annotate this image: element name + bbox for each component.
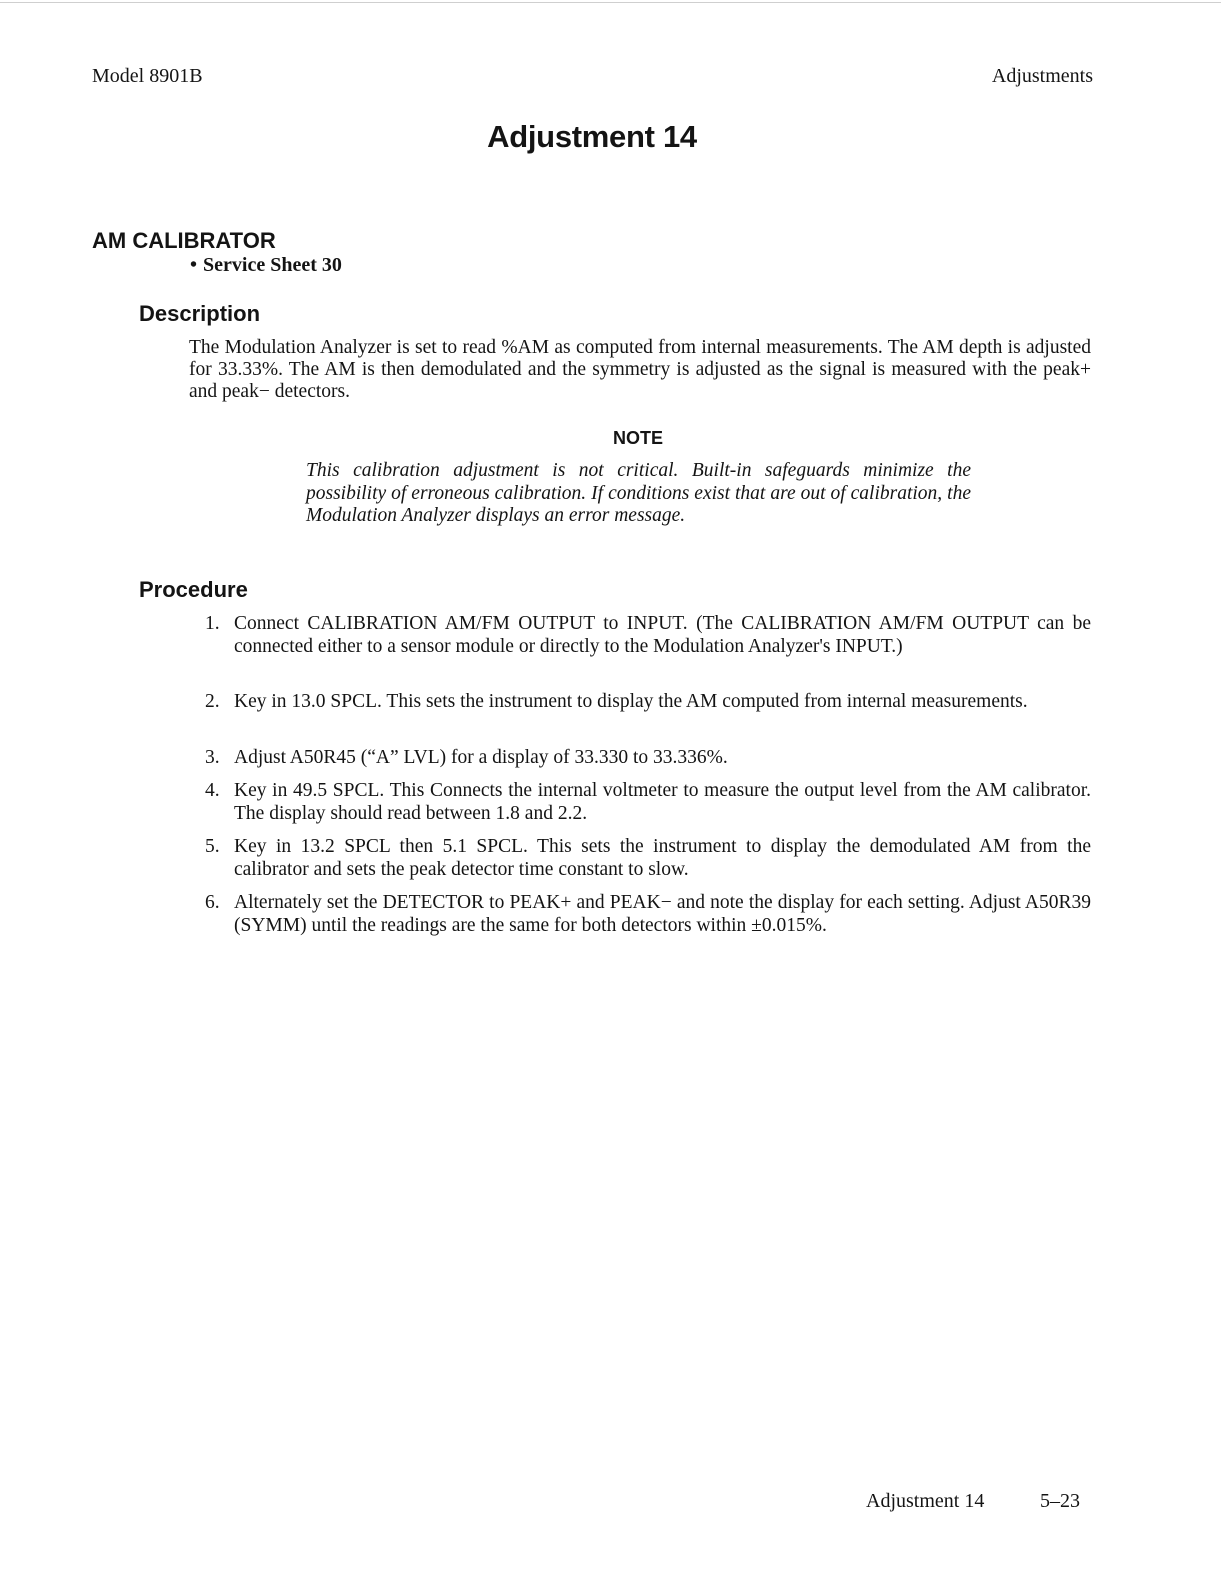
section-title: AM CALIBRATOR: [92, 228, 276, 253]
step-text: Adjust A50R45 (“A” LVL) for a display of 33.330 to 33.336%.: [234, 747, 728, 768]
step-text: Connect CALIBRATION AM/FM OUTPUT to INPUT. (The CALIBRATION AM/FM OUTPUT can be connected either to a sensor module or directly to the Modulation Analyzer's INPUT.): [234, 613, 1091, 657]
step-number: 3.: [205, 747, 220, 768]
note-heading: NOTE: [612, 428, 663, 448]
step-number: 4.: [205, 780, 220, 801]
step-text: Key in 49.5 SPCL. This Connects the internal voltmeter to measure the output level from the AM calibrator. The display should read between 1.8 and 2.2.: [234, 780, 1091, 824]
step-text: Key in 13.0 SPCL. This sets the instrument to display the AM computed from internal measurements.: [234, 691, 1028, 712]
service-sheet-label: Service Sheet 30: [203, 254, 342, 276]
page-title: Adjustment 14: [487, 119, 697, 154]
procedure-steps: [205, 613, 1091, 937]
procedure-step: [205, 780, 1091, 836]
note-text: This calibration adjustment is not critical. Built-in safeguards minimize the possibility of erroneous calibration. If conditions exist that are out of calibration, the Modulation Analyzer displays an error message.: [306, 460, 971, 526]
step-text: Alternately set the DETECTOR to PEAK+ and PEAK− and note the display for each setting. Adjust A50R39 (SYMM) until the readings are the same for both detectors within ±0.015%.: [234, 892, 1091, 936]
procedure-step: [205, 691, 1091, 747]
header-model: Model 8901B: [92, 65, 203, 87]
step-number: 5.: [205, 836, 220, 857]
procedure-step: [205, 892, 1091, 937]
step-text: Key in 13.2 SPCL then 5.1 SPCL. This sets the instrument to display the demodulated AM from the calibrator and sets the peak detector time constant to slow.: [234, 836, 1091, 880]
step-number: 2.: [205, 691, 220, 712]
header-chapter: Adjustments: [991, 65, 1093, 87]
description-text: The Modulation Analyzer is set to read %AM as computed from internal measurements. The AM depth is adjusted for 33.33%. The AM is then demodulated and the symmetry is adjusted as the signal is measured with the peak+ and peak− detectors.: [189, 337, 1091, 402]
procedure-step: [205, 836, 1091, 892]
procedure-step: [205, 747, 1091, 780]
procedure-step: [205, 613, 1091, 691]
page-number: 5–23: [1040, 1490, 1080, 1512]
description-heading: Description: [139, 301, 261, 326]
bullet-icon: •: [190, 254, 198, 276]
service-sheet-reference: [190, 252, 342, 278]
step-number: 1.: [205, 613, 220, 634]
top-rule: [0, 2, 1221, 3]
step-number: 6.: [205, 892, 220, 913]
footer-title: Adjustment 14: [866, 1490, 985, 1512]
procedure-heading: Procedure: [139, 577, 248, 602]
